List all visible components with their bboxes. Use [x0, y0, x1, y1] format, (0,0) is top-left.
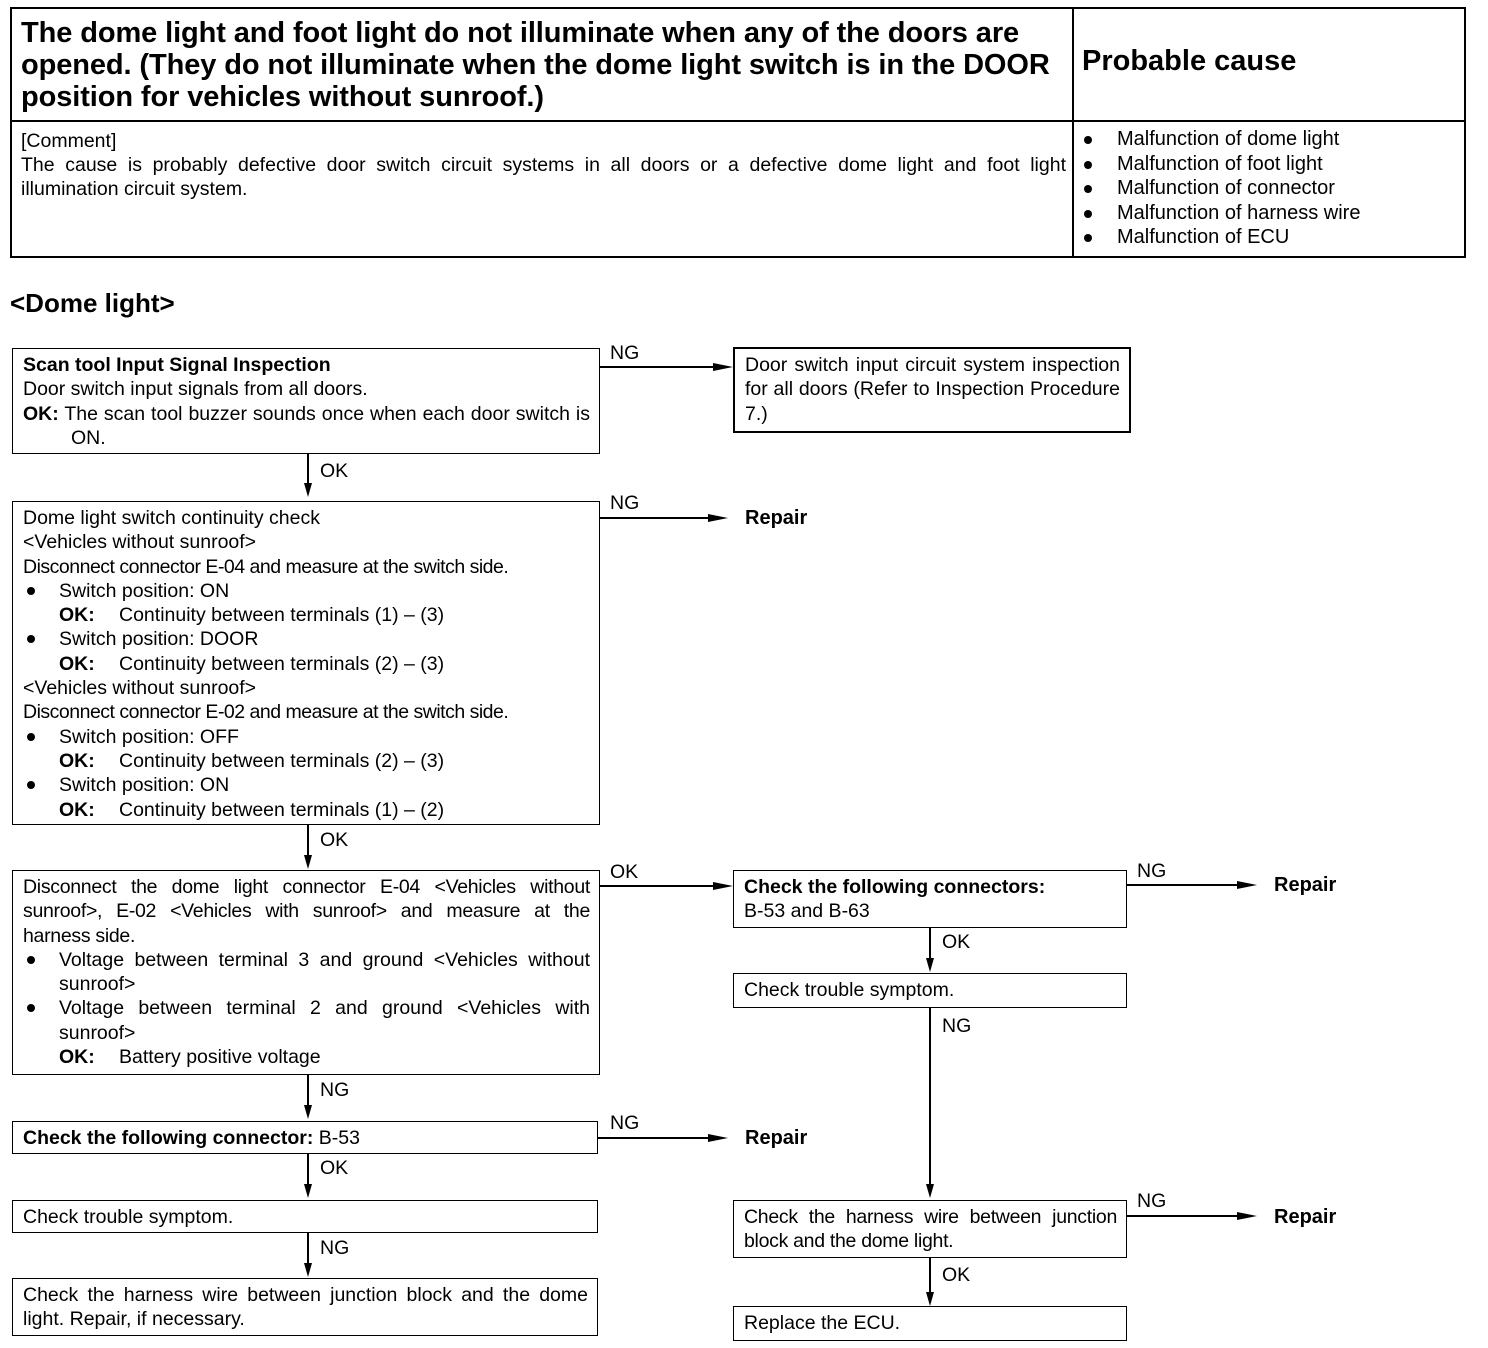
ok-label: OK: — [59, 604, 95, 627]
continuity-text: Continuity between terminals (2) – (3) — [119, 652, 445, 675]
connector-line — [307, 1154, 309, 1186]
connector-line — [1127, 884, 1239, 886]
ok-label: OK: — [59, 749, 95, 772]
arrow-right-icon — [1237, 1212, 1257, 1220]
arrow-down-icon — [926, 958, 934, 972]
ok-label: OK: — [59, 798, 95, 821]
repair-result: Repair — [1274, 1206, 1337, 1228]
ok-label: OK — [320, 460, 349, 482]
arrow-right-icon — [1237, 881, 1257, 889]
check-trouble-symptom-box: Check trouble symptom. — [12, 1200, 598, 1233]
step1-text: Door switch input signals from all doors. — [23, 378, 368, 401]
continuity-text: Continuity between terminals (1) – (2) — [119, 798, 445, 821]
section-title: <Dome light> — [10, 288, 175, 318]
arrow-right-icon — [708, 514, 728, 522]
ng-label: NG — [320, 1237, 350, 1259]
battery-voltage-text: Battery positive voltage — [119, 1046, 321, 1069]
probable-cause-list — [1082, 127, 1360, 250]
check-connectors-value: B-53 and B-63 — [744, 900, 870, 923]
comment-text: The cause is probably defective door switch circuit systems in all doors or a defective dome light and foot light illumination circuit system. — [21, 154, 1066, 200]
ok-label: OK — [942, 1264, 971, 1286]
check-connectors-box — [733, 870, 1127, 928]
step3-text: Disconnect the dome light connector E-04 <Vehicles without sunroof>, E-02 <Vehicles with sunroof> and measure at the harness side. — [23, 876, 590, 947]
connector-line — [1127, 1215, 1239, 1217]
symptom-title: The dome light and foot light do not illuminate when any of the doors are opened. (They do not illuminate when the dome light switch is in the DOOR position for vehicles without sunroof.) — [21, 17, 1050, 113]
switch-position: Switch position: DOOR — [23, 627, 590, 651]
probable-cause-item: Malfunction of ECU — [1082, 225, 1360, 250]
harness-check-box: Check the harness wire between junction block and the dome light. Repair, if necessary. — [12, 1278, 598, 1336]
connector-line — [929, 1008, 931, 1186]
ng-label: NG — [1137, 860, 1167, 882]
replace-ecu-box: Replace the ECU. — [733, 1306, 1127, 1341]
ng-label: NG — [1137, 1190, 1167, 1212]
probable-cause-item: Malfunction of harness wire — [1082, 201, 1360, 226]
arrow-down-icon — [304, 483, 312, 497]
step2-group1-label: <Vehicles without sunroof> — [23, 531, 257, 554]
step1-title: Scan tool Input Signal Inspection — [23, 354, 331, 376]
ng-label: NG — [610, 492, 640, 514]
arrow-down-icon — [304, 1184, 312, 1198]
probable-cause-item: Malfunction of dome light — [1082, 127, 1360, 152]
arrow-down-icon — [926, 1292, 934, 1306]
symptom-table — [10, 7, 1466, 258]
continuity-text: Continuity between terminals (1) – (3) — [119, 604, 445, 627]
table-divider-horizontal — [12, 120, 1464, 122]
connector-line — [307, 1075, 309, 1107]
repair-result: Repair — [745, 507, 808, 529]
step2-box — [12, 501, 600, 825]
connector-line — [929, 1258, 931, 1293]
check-connector-value: B-53 — [318, 1127, 360, 1149]
connector-line — [598, 1137, 710, 1139]
arrow-right-icon — [708, 1134, 728, 1142]
ng-label: NG — [320, 1079, 350, 1101]
ng-label: NG — [942, 1015, 972, 1037]
ok-label: OK — [610, 861, 639, 883]
harness-check-box: Check the harness wire between junction block and the dome light. — [733, 1200, 1127, 1258]
check-connectors-title: Check the following connectors: — [744, 876, 1046, 898]
connector-line — [307, 1233, 309, 1265]
step1-ng-box: Door switch input circuit system inspection for all doors (Refer to Inspection Procedure 7.) — [733, 347, 1131, 433]
connector-line — [307, 454, 309, 486]
ok-label: OK — [320, 829, 349, 851]
probable-cause-heading: Probable cause — [1082, 45, 1297, 77]
voltage-check-item: Voltage between terminal 2 and ground <Vehicles with sunroof> — [23, 996, 590, 1045]
probable-cause-item: Malfunction of foot light — [1082, 152, 1360, 177]
step1-box — [12, 348, 600, 454]
ng-label: NG — [610, 1112, 640, 1134]
ng-label: NG — [610, 342, 640, 364]
repair-result: Repair — [1274, 874, 1337, 896]
connector-line — [307, 825, 309, 857]
ok-label: OK — [320, 1157, 349, 1179]
comment-label: [Comment] — [21, 130, 117, 152]
step2-title: Dome light switch continuity check — [23, 507, 320, 529]
arrow-down-icon — [304, 1105, 312, 1119]
connector-line — [600, 366, 715, 368]
arrow-down-icon — [304, 1263, 312, 1277]
continuity-text: Continuity between terminals (2) – (3) — [119, 749, 445, 772]
arrow-down-icon — [304, 855, 312, 869]
switch-position: Switch position: ON — [23, 579, 590, 603]
step3-box — [12, 870, 600, 1075]
ok-label: OK: — [59, 1046, 95, 1069]
ok-label: OK: — [59, 652, 95, 675]
ok-label: OK: — [23, 402, 59, 425]
check-trouble-symptom-box: Check trouble symptom. — [733, 973, 1127, 1008]
step1-ok-text: The scan tool buzzer sounds once when each door switch is ON. — [64, 402, 590, 449]
arrow-right-icon — [713, 882, 733, 890]
check-connector-title: Check the following connector: — [23, 1127, 314, 1149]
connector-line — [929, 928, 931, 960]
step2-group2-instruction: Disconnect connector E-02 and measure at the switch side. — [23, 701, 509, 724]
switch-position: Switch position: OFF — [23, 725, 590, 749]
voltage-check-item: Voltage between terminal 3 and ground <Vehicles without sunroof> — [23, 948, 590, 997]
table-divider-vertical — [1072, 9, 1074, 256]
switch-position: Switch position: ON — [23, 773, 590, 797]
step2-group1-instruction: Disconnect connector E-04 and measure at the switch side. — [23, 555, 509, 578]
arrow-down-icon — [926, 1184, 934, 1198]
check-connector-box — [12, 1121, 598, 1154]
step2-group2-label: <Vehicles without sunroof> — [23, 677, 257, 700]
repair-result: Repair — [745, 1127, 808, 1149]
comment-block — [21, 129, 1066, 201]
connector-line — [600, 885, 715, 887]
ok-label: OK — [942, 931, 971, 953]
arrow-right-icon — [713, 363, 733, 371]
probable-cause-item: Malfunction of connector — [1082, 176, 1360, 201]
connector-line — [600, 517, 710, 519]
